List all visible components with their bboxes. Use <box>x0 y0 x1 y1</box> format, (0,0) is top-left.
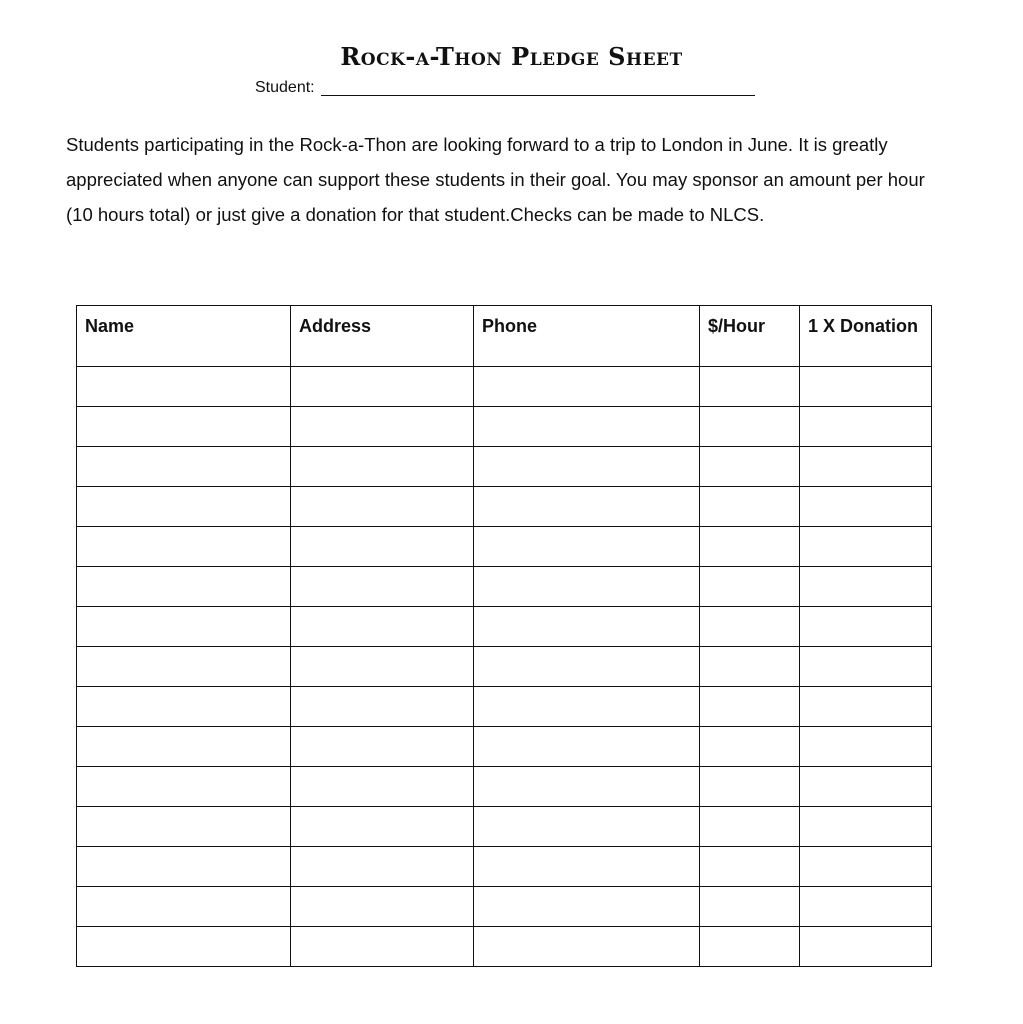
cell-donation[interactable] <box>800 407 932 447</box>
cell-per-hour[interactable] <box>700 607 800 647</box>
table-row <box>77 807 932 847</box>
cell-address[interactable] <box>291 527 474 567</box>
table-row <box>77 407 932 447</box>
column-header-per-hour: $/Hour <box>700 306 800 367</box>
cell-per-hour[interactable] <box>700 527 800 567</box>
table-row <box>77 527 932 567</box>
cell-address[interactable] <box>291 647 474 687</box>
cell-name[interactable] <box>77 447 291 487</box>
cell-address[interactable] <box>291 847 474 887</box>
cell-name[interactable] <box>77 367 291 407</box>
cell-phone[interactable] <box>474 367 700 407</box>
pledge-table <box>76 305 932 967</box>
column-header-donation: 1 X Donation <box>800 306 932 367</box>
intro-paragraph: Students participating in the Rock-a-Thon are looking forward to a trip to London in June. It is greatly appreciated when anyone can support these students in their goal. You may sponsor an amount per hour (10 hours total) or just give a donation for that student.Checks can be made to NLCS. <box>66 134 925 225</box>
cell-phone[interactable] <box>474 887 700 927</box>
cell-donation[interactable] <box>800 607 932 647</box>
cell-name[interactable] <box>77 887 291 927</box>
cell-address[interactable] <box>291 927 474 967</box>
table-row <box>77 687 932 727</box>
cell-donation[interactable] <box>800 807 932 847</box>
cell-name[interactable] <box>77 847 291 887</box>
cell-name[interactable] <box>77 567 291 607</box>
table-row <box>77 447 932 487</box>
column-header-phone: Phone <box>474 306 700 367</box>
cell-address[interactable] <box>291 367 474 407</box>
cell-per-hour[interactable] <box>700 407 800 447</box>
page-title: Rock-a-Thon Pledge Sheet <box>340 42 683 71</box>
pledge-table-body <box>77 367 932 967</box>
cell-per-hour[interactable] <box>700 647 800 687</box>
cell-donation[interactable] <box>800 927 932 967</box>
cell-phone[interactable] <box>474 407 700 447</box>
cell-address[interactable] <box>291 607 474 647</box>
table-row <box>77 367 932 407</box>
cell-phone[interactable] <box>474 767 700 807</box>
cell-phone[interactable] <box>474 647 700 687</box>
column-header-name: Name <box>77 306 291 367</box>
cell-phone[interactable] <box>474 527 700 567</box>
cell-per-hour[interactable] <box>700 887 800 927</box>
cell-address[interactable] <box>291 767 474 807</box>
cell-donation[interactable] <box>800 567 932 607</box>
cell-phone[interactable] <box>474 727 700 767</box>
cell-name[interactable] <box>77 807 291 847</box>
table-row <box>77 607 932 647</box>
cell-donation[interactable] <box>800 647 932 687</box>
cell-address[interactable] <box>291 567 474 607</box>
cell-phone[interactable] <box>474 487 700 527</box>
cell-per-hour[interactable] <box>700 767 800 807</box>
cell-name[interactable] <box>77 607 291 647</box>
cell-address[interactable] <box>291 887 474 927</box>
cell-per-hour[interactable] <box>700 487 800 527</box>
cell-donation[interactable] <box>800 767 932 807</box>
cell-name[interactable] <box>77 767 291 807</box>
header-row <box>77 306 932 367</box>
cell-name[interactable] <box>77 527 291 567</box>
cell-phone[interactable] <box>474 607 700 647</box>
cell-address[interactable] <box>291 487 474 527</box>
cell-per-hour[interactable] <box>700 687 800 727</box>
cell-address[interactable] <box>291 687 474 727</box>
cell-name[interactable] <box>77 407 291 447</box>
table-row <box>77 847 932 887</box>
cell-per-hour[interactable] <box>700 727 800 767</box>
cell-donation[interactable] <box>800 887 932 927</box>
student-label: Student: <box>255 79 315 96</box>
cell-per-hour[interactable] <box>700 807 800 847</box>
cell-donation[interactable] <box>800 447 932 487</box>
cell-per-hour[interactable] <box>700 927 800 967</box>
table-row <box>77 647 932 687</box>
cell-donation[interactable] <box>800 847 932 887</box>
cell-phone[interactable] <box>474 807 700 847</box>
cell-name[interactable] <box>77 727 291 767</box>
table-row <box>77 727 932 767</box>
table-row <box>77 487 932 527</box>
cell-donation[interactable] <box>800 687 932 727</box>
cell-name[interactable] <box>77 647 291 687</box>
table-row <box>77 887 932 927</box>
cell-address[interactable] <box>291 407 474 447</box>
cell-donation[interactable] <box>800 527 932 567</box>
cell-address[interactable] <box>291 807 474 847</box>
cell-phone[interactable] <box>474 847 700 887</box>
cell-donation[interactable] <box>800 487 932 527</box>
cell-name[interactable] <box>77 487 291 527</box>
cell-per-hour[interactable] <box>700 447 800 487</box>
cell-donation[interactable] <box>800 727 932 767</box>
cell-address[interactable] <box>291 447 474 487</box>
cell-per-hour[interactable] <box>700 847 800 887</box>
cell-phone[interactable] <box>474 567 700 607</box>
cell-per-hour[interactable] <box>700 567 800 607</box>
cell-address[interactable] <box>291 727 474 767</box>
cell-phone[interactable] <box>474 927 700 967</box>
table-row <box>77 567 932 607</box>
cell-per-hour[interactable] <box>700 367 800 407</box>
cell-name[interactable] <box>77 687 291 727</box>
column-header-address: Address <box>291 306 474 367</box>
cell-name[interactable] <box>77 927 291 967</box>
cell-phone[interactable] <box>474 447 700 487</box>
table-row <box>77 927 932 967</box>
student-field <box>255 79 755 97</box>
student-name-line[interactable] <box>321 95 755 96</box>
table-row <box>77 767 932 807</box>
cell-donation[interactable] <box>800 367 932 407</box>
cell-phone[interactable] <box>474 687 700 727</box>
